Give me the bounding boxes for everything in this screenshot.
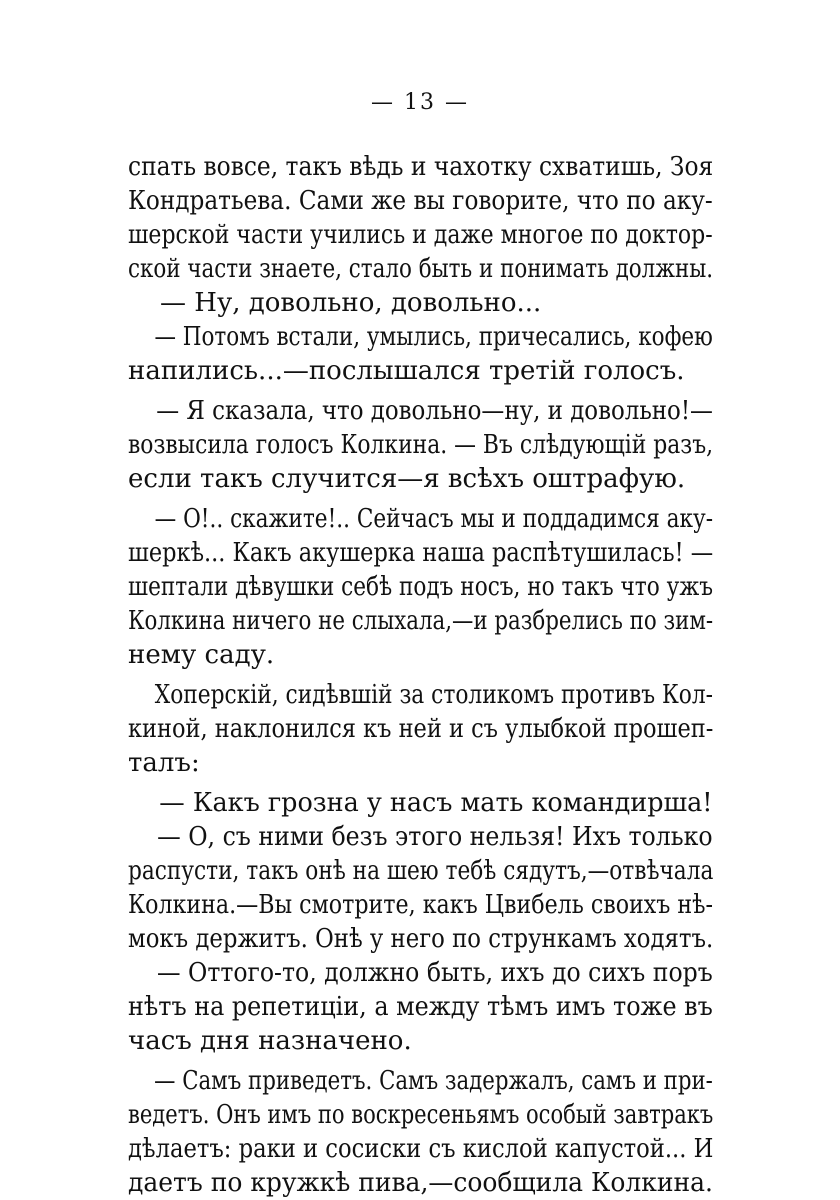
text-line: — Ну, довольно, довольно... (160, 288, 542, 318)
text-line: — Оттого-то, должно быть, ихъ до сихъ поръ (156, 958, 713, 988)
text-line: мокъ держитъ. Онѣ у него по стрункамъ ходятъ. (128, 924, 714, 954)
text-line: — Потомъ встали, умылись, причесались, кофею (154, 322, 713, 352)
text-line: спать вовсе, такъ вѣдь и чахотку схватишь, Зоя (128, 152, 714, 182)
page-number: — 13 — (371, 90, 469, 115)
text-line: если такъ случится—я всѣхъ оштрафую. (128, 464, 686, 494)
text-line: шептали дѣвушки себѣ подъ носъ, но такъ что ужъ (128, 572, 713, 602)
text-line: — О!.. скажите!.. Сейчасъ мы и поддадимся аку- (154, 504, 713, 534)
text-line: — Я сказала, что довольно—ну, и довольно!— (156, 396, 713, 426)
text-line: Хоперскій, сидѣвшій за столикомъ противъ Кол- (154, 680, 713, 710)
page-body-text (128, 150, 713, 1200)
text-line: — О, съ ними безъ этого нельзя! Ихъ только (157, 822, 713, 852)
text-line: Колкина.—Вы смотрите, какъ Цвибель своихъ нѣ- (128, 890, 713, 920)
text-line: нѣтъ на репетиціи, а между тѣмъ имъ тоже въ (128, 992, 713, 1022)
text-line: ской части знаете, стало быть и понимать должны. (128, 254, 714, 284)
text-line: дѣлаетъ: раки и сосиски съ кислой капустой... И (128, 1134, 714, 1164)
text-line: распусти, такъ онѣ на шею тебѣ сядутъ,—отвѣчала (128, 856, 714, 886)
text-line: Кондратьева. Сами же вы говорите, что по аку- (128, 186, 713, 216)
text-line: Колкина ничего не слыхала,—и разбрелись по зим- (128, 606, 714, 636)
text-line: напились...—послышался третій голосъ. (128, 356, 685, 386)
text-line: — Какъ грозна у насъ мать командирша! (159, 788, 713, 818)
text-line: даетъ по кружкѣ пива,—сообщила Колкина. (128, 1168, 713, 1198)
text-line: возвысила голосъ Колкина. — Въ слѣдующій разъ, (128, 430, 714, 460)
text-line: — Самъ приведетъ. Самъ задержалъ, самъ и при- (154, 1066, 713, 1096)
text-line: ведетъ. Онъ имъ по воскресеньямъ особый завтракъ (128, 1100, 714, 1130)
text-line: шеркѣ... Какъ акушерка наша распѣтушилась! — (128, 538, 714, 568)
text-line: шерской части учились и даже многое по доктор- (128, 220, 713, 250)
text-line: нему саду. (128, 640, 275, 670)
text-line: киной, наклонился къ ней и съ улыбкой прошеп- (128, 714, 714, 744)
text-line: часъ дня назначено. (128, 1026, 412, 1056)
text-line: талъ: (128, 748, 200, 778)
